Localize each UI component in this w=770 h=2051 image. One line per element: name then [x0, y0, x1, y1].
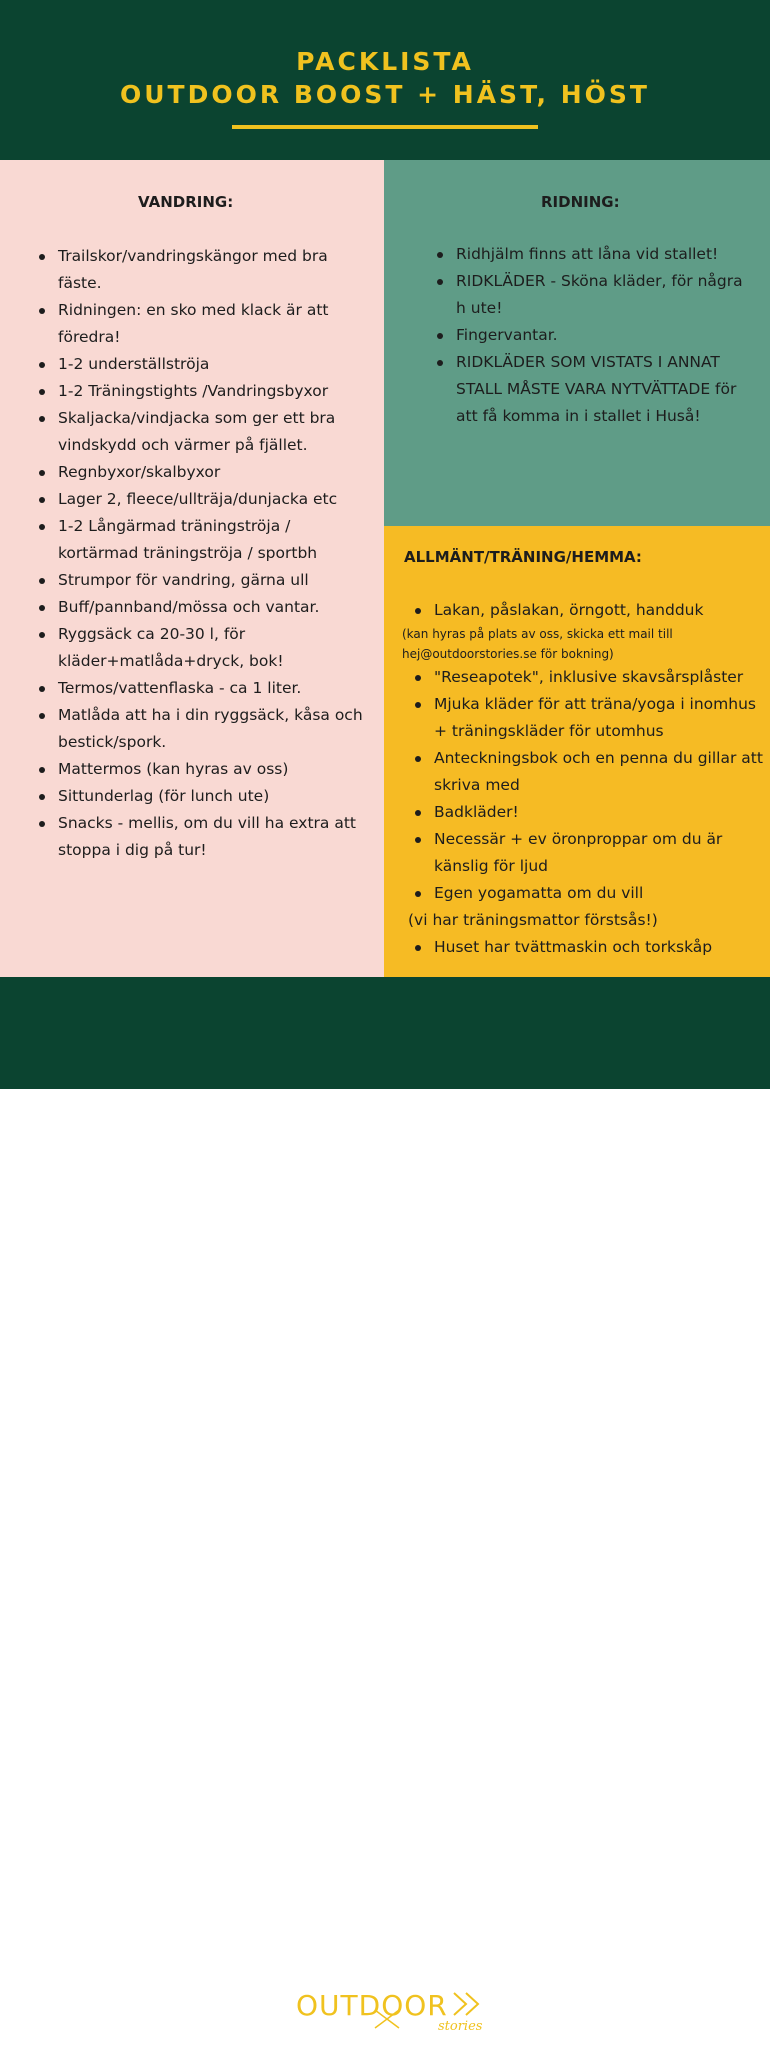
hiking-list [36, 243, 366, 864]
list-item: RIDKLÄDER SOM VISTATS I ANNAT STALL MÅSTE VARA NYTVÄTTADE för att få komma in i stallet i Huså! [434, 349, 744, 430]
list-item: Strumpor för vandring, gärna ull [36, 567, 366, 594]
list-item: Sittunderlag (för lunch ute) [36, 783, 366, 810]
general-heading: ALLMÄNT/TRÄNING/HEMMA: [404, 548, 642, 566]
list-item: Egen yogamatta om du vill [412, 880, 764, 907]
riding-heading: RIDNING: [541, 193, 620, 211]
list-item: Termos/vattenflaska - ca 1 liter. [36, 675, 366, 702]
list-item: Fingervantar. [434, 322, 744, 349]
list-item: 1-2 Långärmad träningströja / kortärmad träningströja / sportbh [36, 513, 366, 567]
yoga-mat-note: (vi har träningsmattor förstsås!) [408, 911, 658, 929]
list-item: Ryggsäck ca 20-30 l, för kläder+matlåda+dryck, bok! [36, 621, 366, 675]
logo-name: OUTDOOR [296, 1989, 448, 2022]
list-item: Ridhjälm finns att låna vid stallet! [434, 241, 744, 268]
page-title-line2: OUTDOOR BOOST + HÄST, HÖST [120, 80, 650, 109]
list-item: Matlåda att ha i din ryggsäck, kåsa och bestick/spork. [36, 702, 366, 756]
list-item: Snacks - mellis, om du vill ha extra att stoppa i dig på tur! [36, 810, 366, 864]
cross-arrows-icon [372, 2007, 402, 2031]
list-item: RIDKLÄDER - Sköna kläder, för några h ute! [434, 268, 744, 322]
general-list [402, 597, 764, 961]
page-title-line1: PACKLISTA [296, 47, 474, 76]
list-item: "Reseapotek", inklusive skavsårsplåster [412, 664, 764, 691]
logo-script: stories [438, 2019, 483, 2034]
hiking-heading: VANDRING: [138, 193, 234, 211]
logo-tagline-bottom: STARTA ÄVENTYRET MED OSS. [394, 2040, 483, 2046]
double-chevron-icon [450, 1991, 486, 2017]
rental-note: (kan hyras på plats av oss, skicka ett mail till hej@outdoorstories.se för bokning) [402, 627, 673, 661]
list-item: Mjuka kläder för att träna/yoga i inomhus + träningskläder för utomhus [412, 691, 764, 745]
list-item: Ridningen: en sko med klack är att föredra! [36, 297, 366, 351]
outdoor-stories-logo [290, 1981, 500, 2051]
list-item: 1-2 underställströja [36, 351, 366, 378]
footer [0, 977, 770, 2046]
riding-list [434, 241, 744, 430]
header-banner [0, 0, 770, 160]
list-item: Necessär + ev öronproppar om du är känslig för ljud [412, 826, 764, 880]
list-item: Buff/pannband/mössa och vantar. [36, 594, 366, 621]
list-item: Anteckningsbok och en penna du gillar att skriva med [412, 745, 764, 799]
list-item: 1-2 Träningstights /Vandringsbyxor [36, 378, 366, 405]
list-item: Lakan, påslakan, örngott, handduk [412, 597, 764, 624]
logo-tagline-top: TRÄNINGSRESOR ÅRE. [296, 1983, 362, 1989]
list-item: Regnbyxor/skalbyxor [36, 459, 366, 486]
list-item: Trailskor/vandringskängor med bra fäste. [36, 243, 366, 297]
list-item: Skaljacka/vindjacka som ger ett bra vindskydd och värmer på fjället. [36, 405, 366, 459]
list-item: Badkläder! [412, 799, 764, 826]
list-item: Lager 2, fleece/ullträja/dunjacka etc [36, 486, 366, 513]
title-underline [232, 125, 538, 129]
list-item: Mattermos (kan hyras av oss) [36, 756, 366, 783]
list-item: Huset har tvättmaskin och torkskåp [412, 934, 764, 961]
